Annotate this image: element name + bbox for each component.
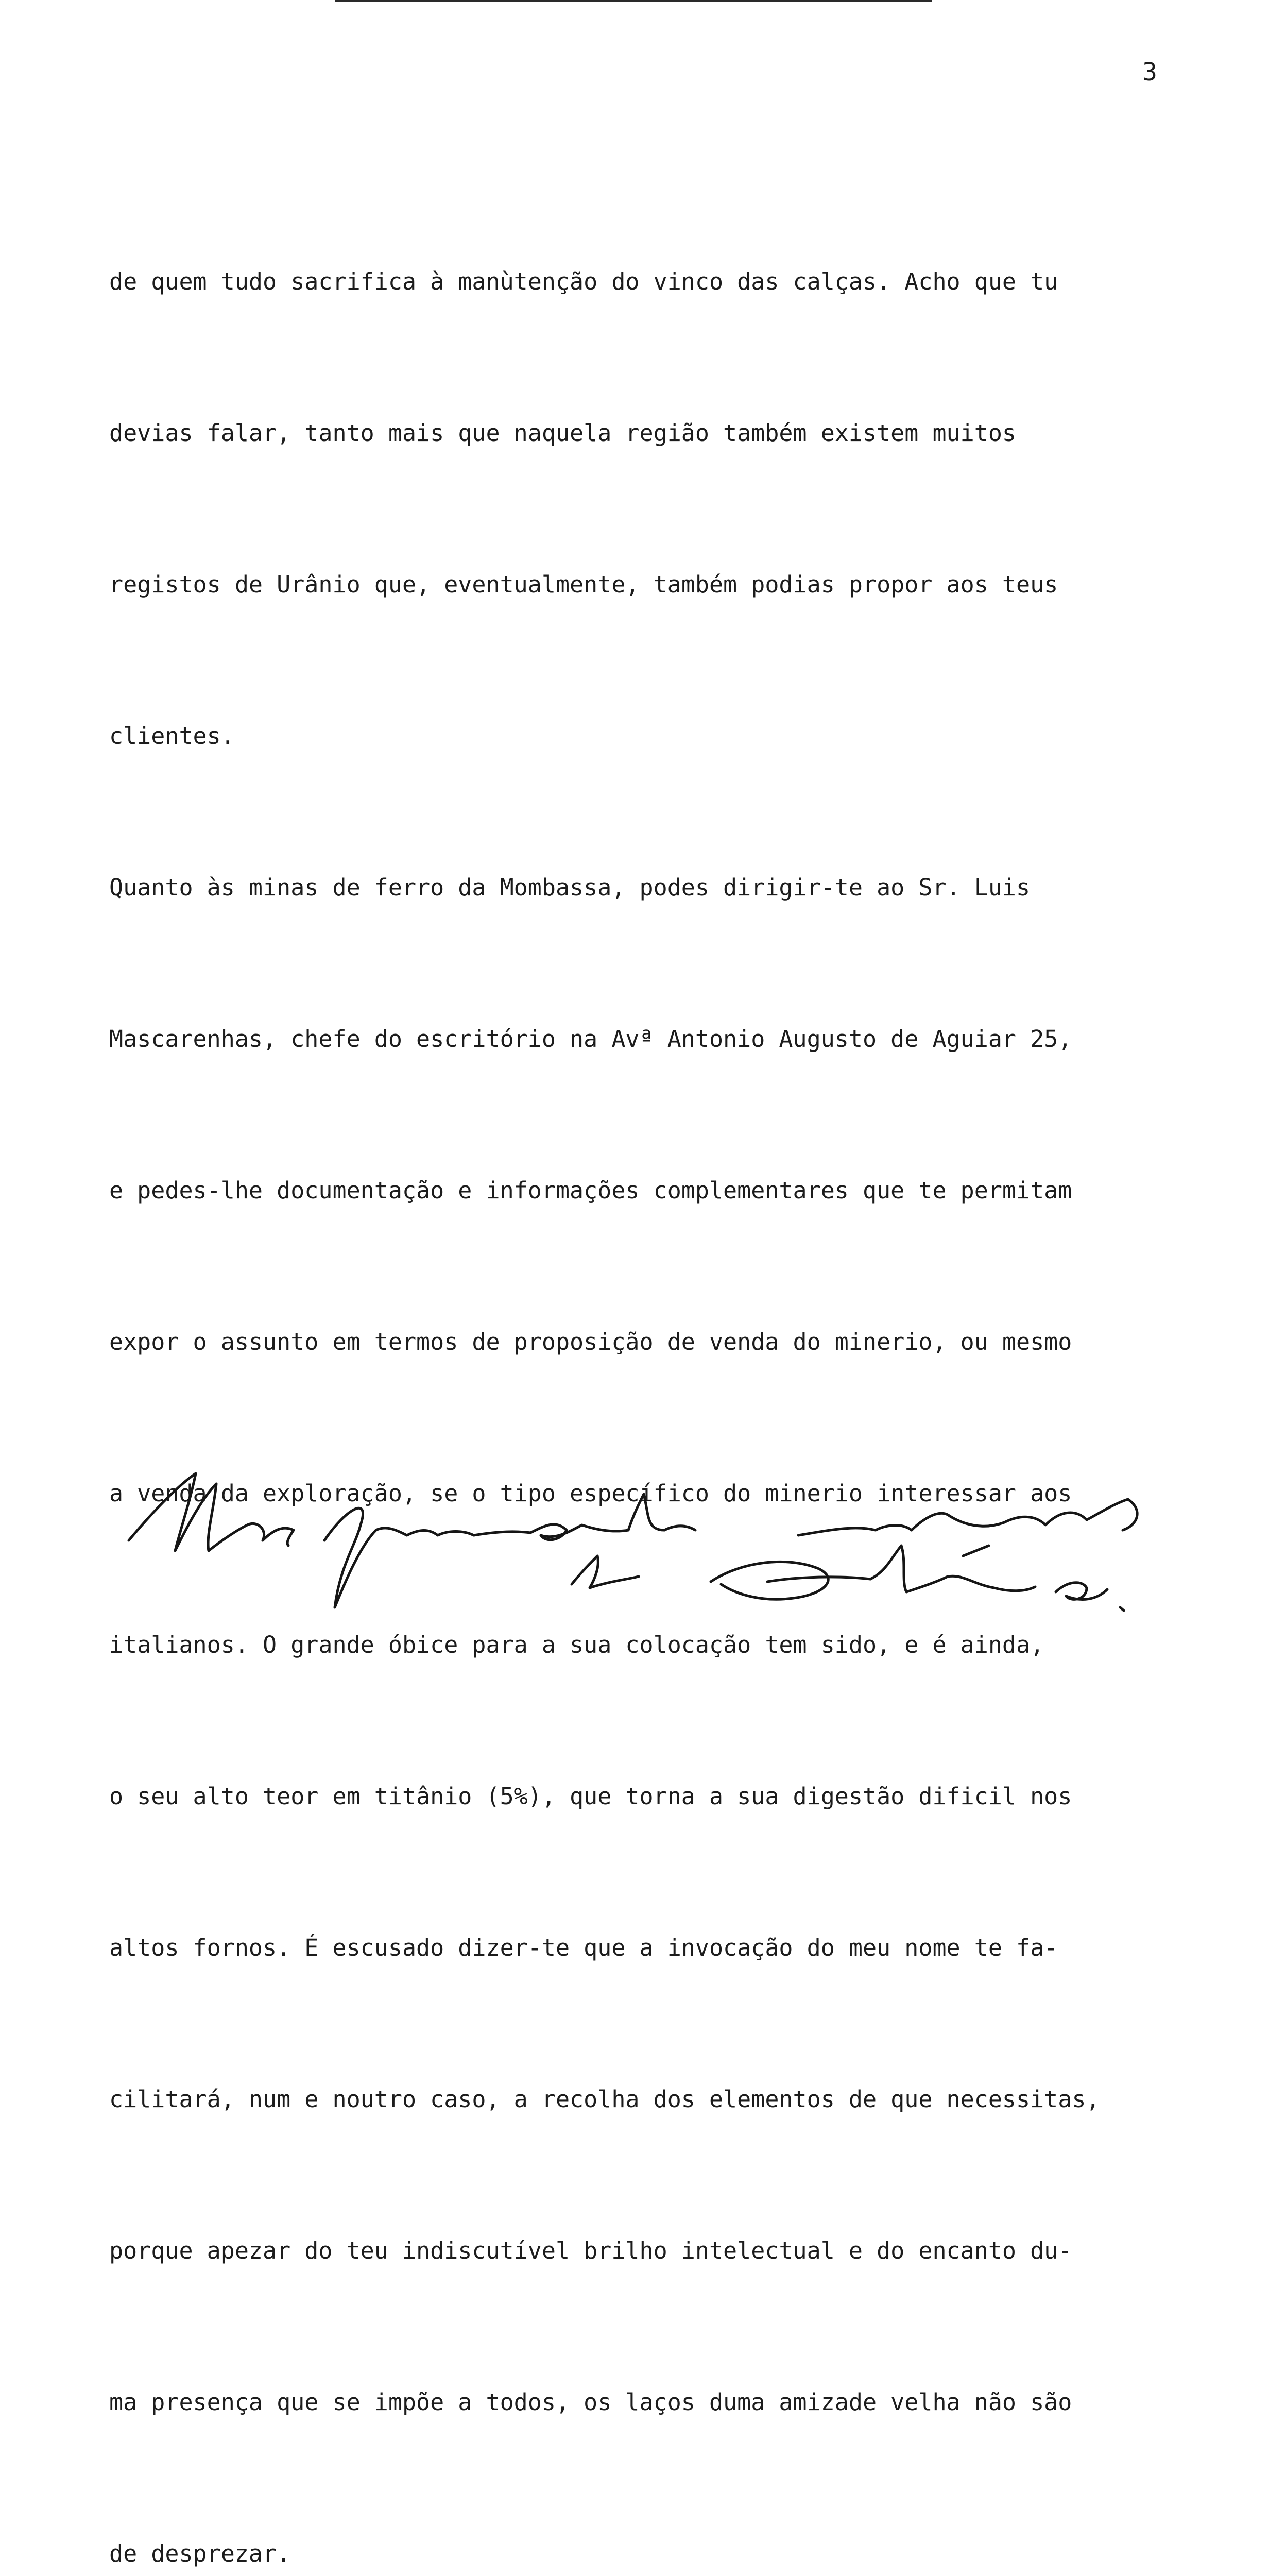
- text-line: Mascarenhas, chefe do escritório na Avª Antonio Augusto de Aguiar 25,: [109, 1025, 1072, 1053]
- text-line: ma presença que se impõe a todos, os laços duma amizade velha não são: [109, 2388, 1072, 2416]
- text-line: expor o assunto em termos de proposição de venda do minerio, ou mesmo: [109, 1328, 1072, 1355]
- text-line: italianos. O grande óbice para a sua colocação tem sido, e é ainda,: [109, 1631, 1044, 1658]
- text-line: e pedes-lhe documentação e informações complementares que te permitam: [109, 1177, 1072, 1204]
- letter-body: [109, 156, 1211, 2576]
- text-line: o seu alto teor em titânio (5%), que torna a sua digestão dificil nos: [109, 1783, 1072, 1810]
- page-number: 3: [1142, 58, 1157, 87]
- top-edge-rule: [335, 0, 932, 2]
- text-line: de quem tudo sacrifica à manùtenção do vinco das calças. Acho que tu: [109, 268, 1058, 295]
- text-line: devias falar, tanto mais que naquela região também existem muitos: [109, 419, 1016, 447]
- text-line: de desprezar.: [109, 2540, 291, 2567]
- handwritten-signature: [118, 1453, 1210, 1628]
- text-line: cilitará, num e noutro caso, a recolha dos elementos de que necessitas,: [109, 2086, 1100, 2113]
- text-line: registos de Urânio que, eventualmente, também podias propor aos teus: [109, 571, 1058, 598]
- text-line: a venda da exploração, se o tipo específico do minerio interessar aos: [109, 1480, 1072, 1507]
- text-line: altos fornos. É escusado dizer-te que a invocação do meu nome te fa-: [109, 1934, 1058, 1961]
- text-line: clientes.: [109, 722, 235, 750]
- text-line: porque apezar do teu indiscutível brilho intelectual e do encanto du-: [109, 2237, 1072, 2264]
- text-line: Quanto às minas de ferro da Mombassa, podes dirigir-te ao Sr. Luis: [109, 874, 1031, 901]
